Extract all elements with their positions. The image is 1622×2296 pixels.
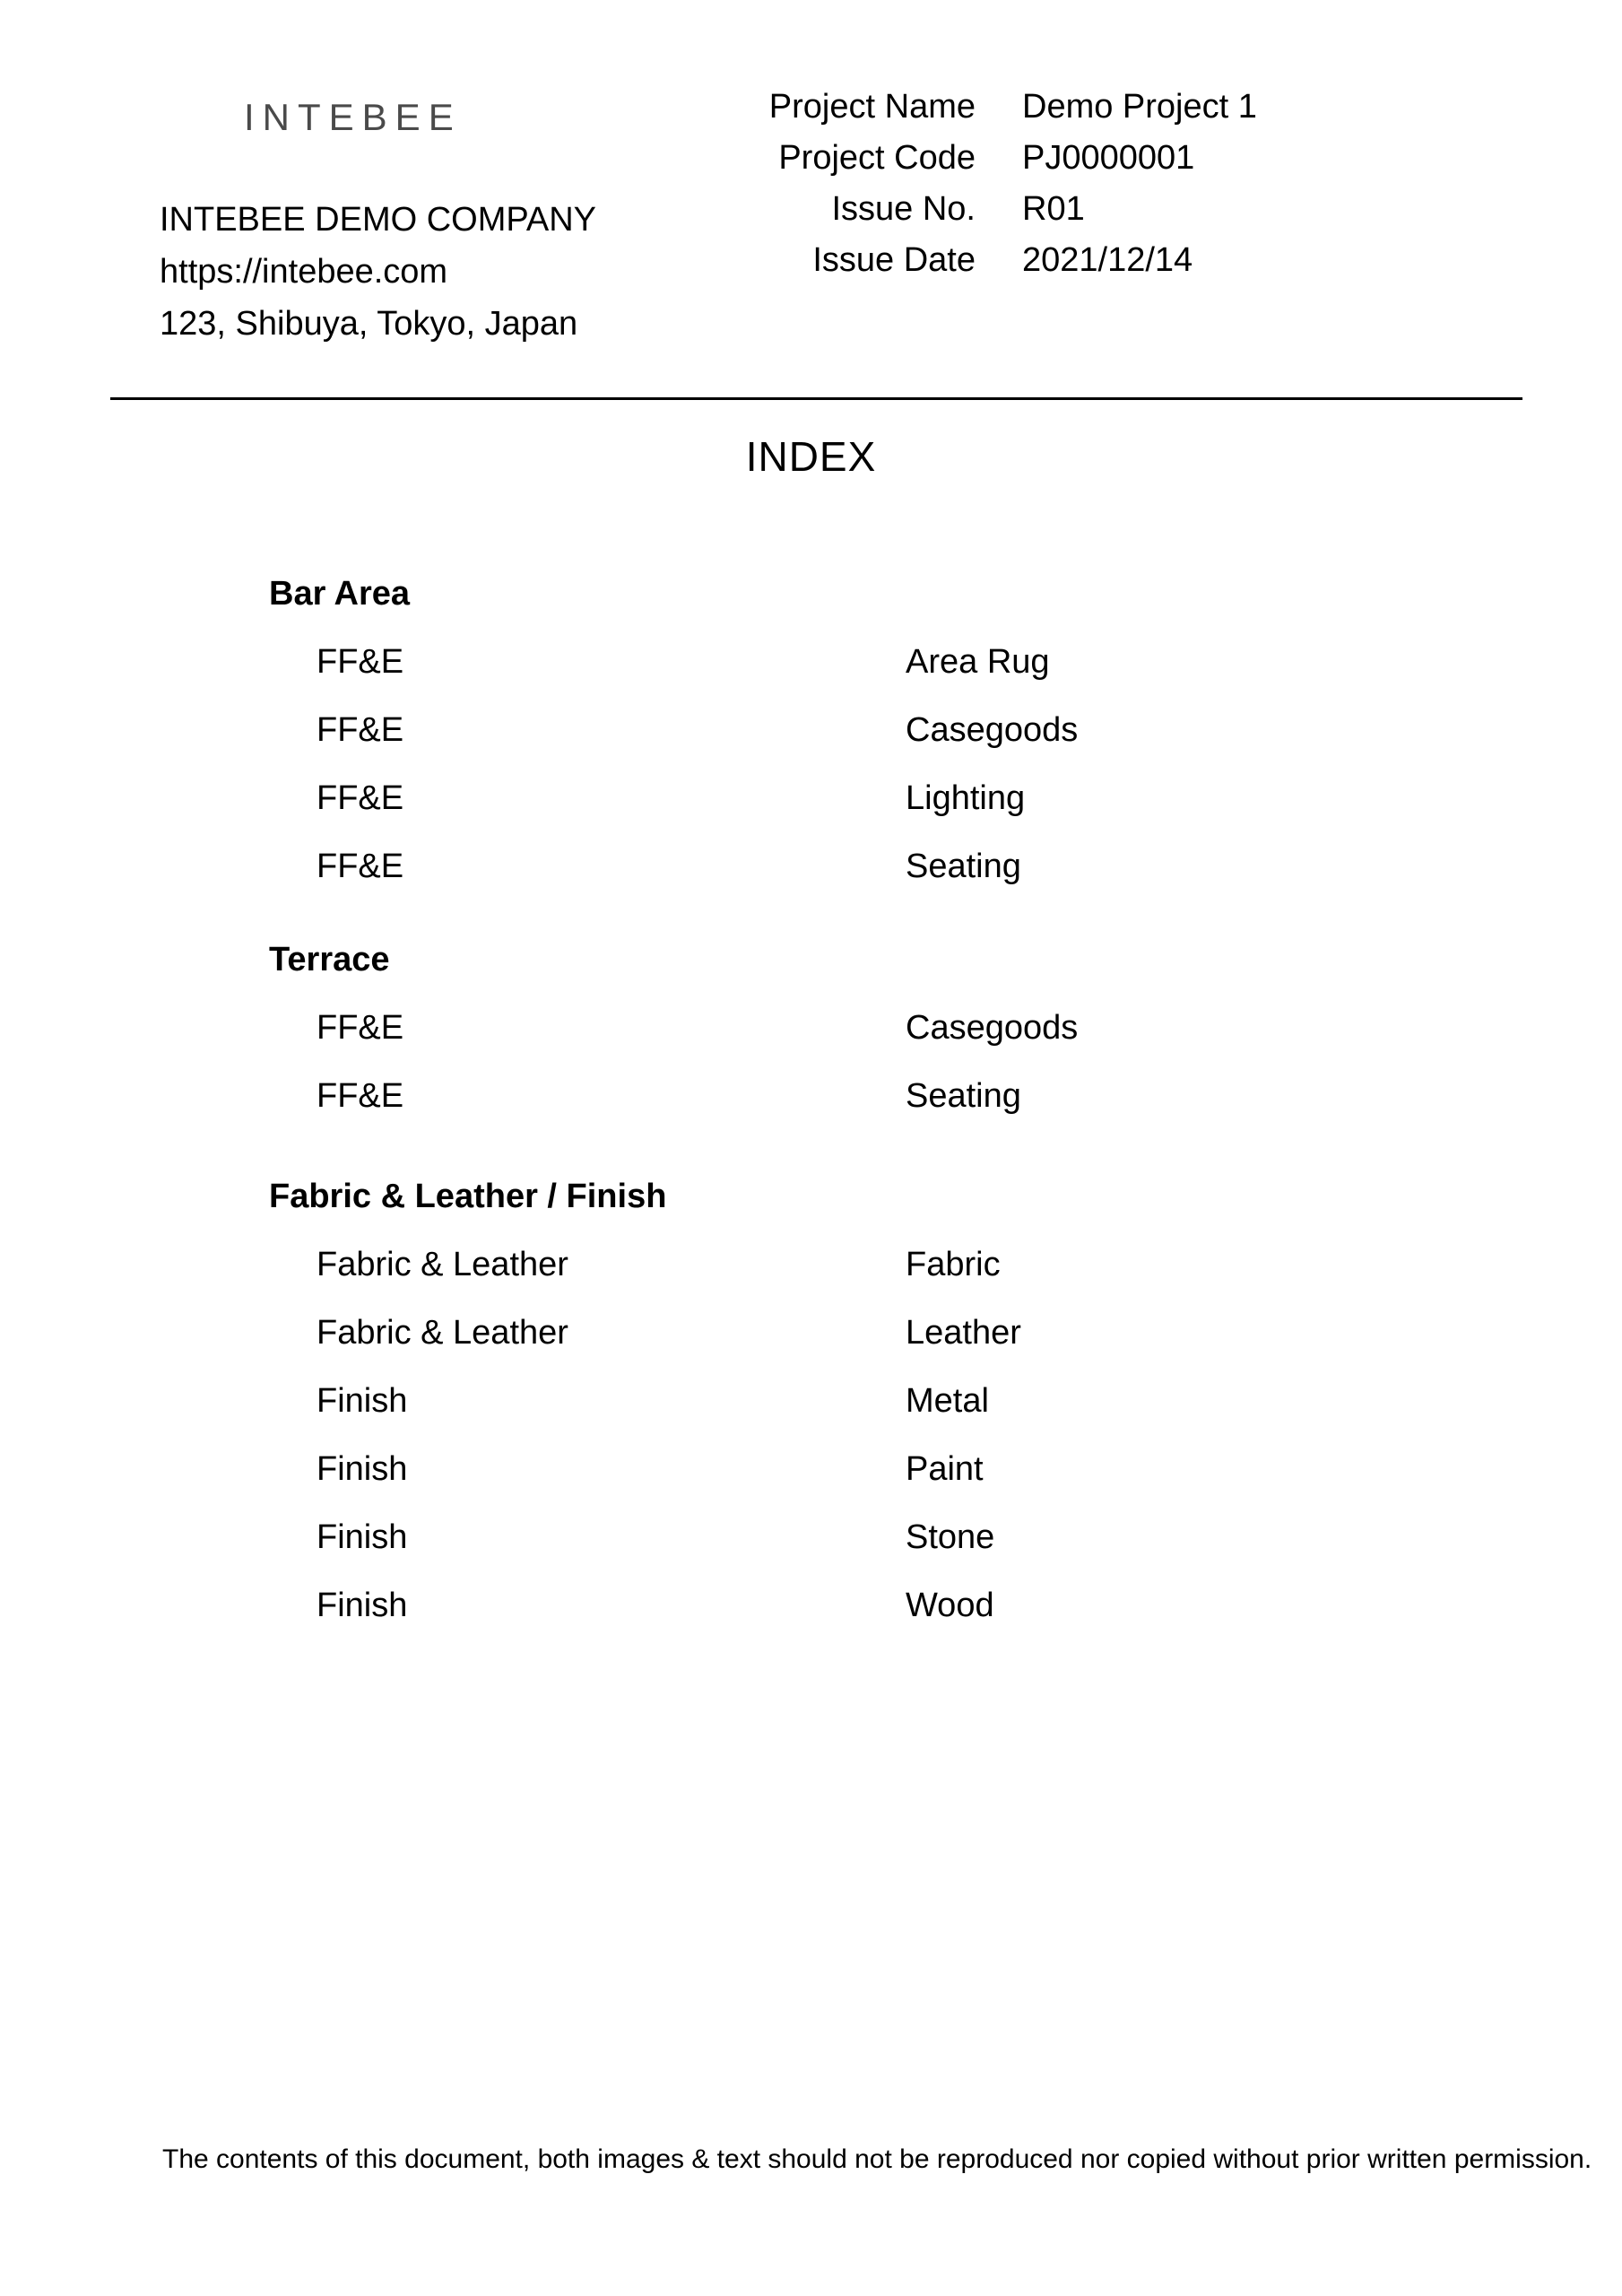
index-row (0, 781, 1622, 815)
section-heading: Bar Area (269, 575, 411, 613)
row-item: Leather (906, 1314, 1021, 1352)
row-item: Seating (906, 1077, 1021, 1115)
section-heading: Terrace (269, 941, 390, 978)
row-item: Stone (906, 1518, 995, 1556)
index-section-terrace (0, 943, 1622, 1113)
row-item: Casegoods (906, 711, 1079, 749)
row-item: Wood (906, 1587, 994, 1624)
company-url: https://intebee.com (160, 253, 448, 291)
company-logo: INTEBEE (244, 96, 462, 138)
issue-no-value: R01 (1022, 190, 1085, 228)
project-code-value: PJ0000001 (1022, 139, 1195, 177)
company-address: 123, Shibuya, Tokyo, Japan (160, 305, 578, 343)
index-row (0, 1384, 1622, 1418)
index-row (0, 1452, 1622, 1486)
index-row (0, 849, 1622, 883)
index-row (0, 1520, 1622, 1554)
row-category: Finish (317, 1450, 408, 1488)
page-title: INDEX (745, 433, 877, 480)
row-category: Fabric & Leather (317, 1314, 568, 1352)
row-category: Finish (317, 1382, 408, 1420)
index-row (0, 1588, 1622, 1622)
issue-date-label: Issue Date (812, 241, 976, 279)
row-category: Fabric & Leather (317, 1246, 568, 1283)
project-name-label: Project Name (768, 88, 976, 126)
index-section-bar-area (0, 577, 1622, 883)
row-item: Casegoods (906, 1009, 1079, 1047)
row-item: Lighting (906, 779, 1026, 817)
row-category: FF&E (317, 779, 404, 817)
index-row (0, 645, 1622, 679)
company-info (160, 194, 596, 350)
issue-date-value: 2021/12/14 (1022, 241, 1193, 279)
project-code-label: Project Code (778, 139, 976, 177)
row-item: Metal (906, 1382, 989, 1420)
project-name-value: Demo Project 1 (1022, 88, 1257, 126)
row-category: FF&E (317, 1009, 404, 1047)
index-section-fabric-leather-finish (0, 1179, 1622, 1622)
row-category: FF&E (317, 711, 404, 749)
index-row (0, 1316, 1622, 1350)
issue-no-label: Issue No. (831, 190, 976, 228)
company-name: INTEBEE DEMO COMPANY (160, 201, 597, 239)
copyright-notice: The contents of this document, both images & text should not be reproduced nor copied without prior written permission. (162, 2144, 1592, 2174)
row-category: FF&E (317, 1077, 404, 1115)
project-meta-table (760, 82, 1257, 286)
row-category: Finish (317, 1518, 408, 1556)
row-item: Area Rug (906, 643, 1050, 681)
row-item: Seating (906, 848, 1021, 885)
row-category: Finish (317, 1587, 408, 1624)
header-divider-line (110, 397, 1522, 400)
index-row (0, 1011, 1622, 1045)
section-heading: Fabric & Leather / Finish (269, 1178, 667, 1215)
index-row (0, 1079, 1622, 1113)
row-item: Paint (906, 1450, 984, 1488)
row-category: FF&E (317, 848, 404, 885)
row-category: FF&E (317, 643, 404, 681)
index-row (0, 1248, 1622, 1282)
index-row (0, 713, 1622, 747)
row-item: Fabric (906, 1246, 1001, 1283)
